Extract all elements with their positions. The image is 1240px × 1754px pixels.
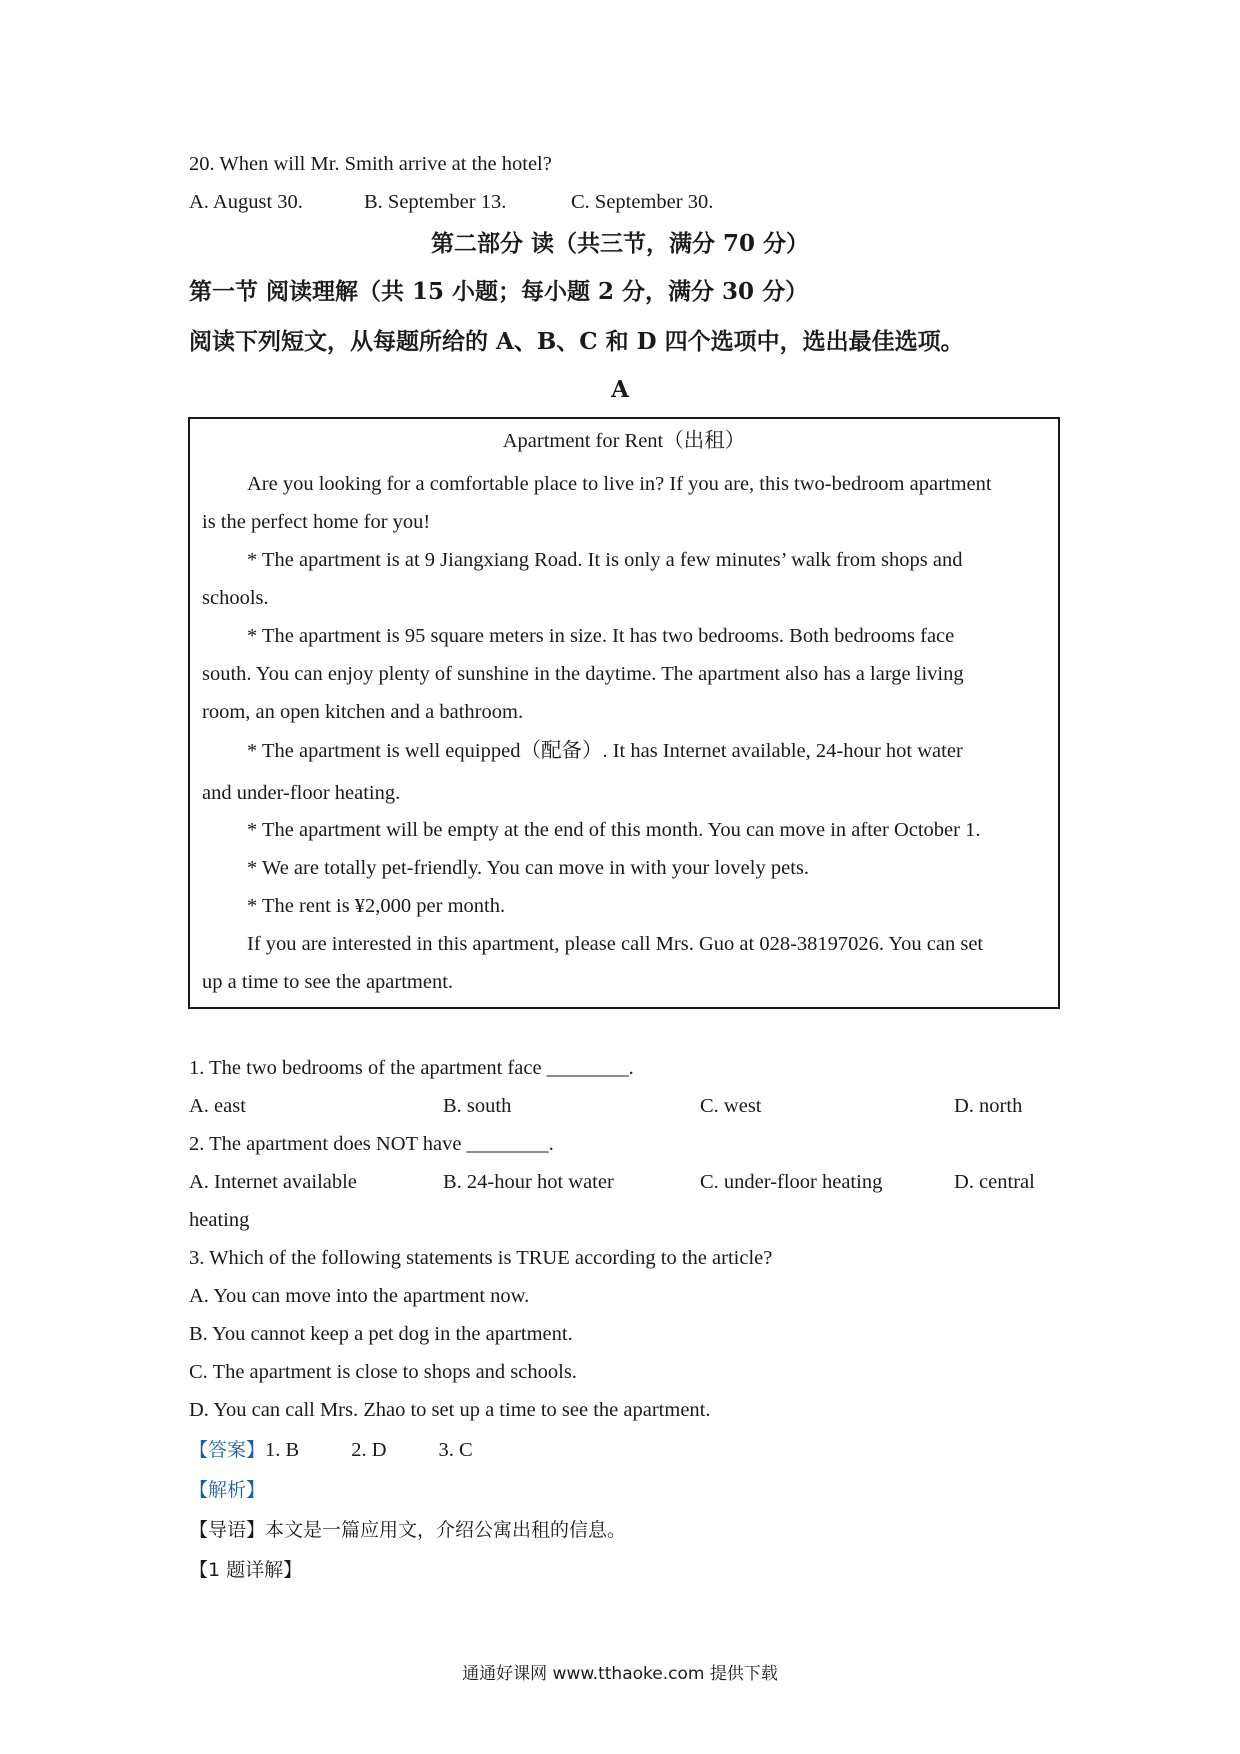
ad-title: Apartment for Rent（出租） <box>502 430 746 452</box>
q20-option-c: C. September 30. <box>571 191 714 213</box>
ad-line: * The rent is ¥2,000 per month. <box>247 895 506 917</box>
ad-line: * The apartment will be empty at the end of this month. You can move in after October 1. <box>247 819 981 841</box>
question-2: 2. The apartment does NOT have ________. <box>189 1133 554 1155</box>
q3-option-b: B. You cannot keep a pet dog in the apartment. <box>189 1323 573 1345</box>
q1-option-d: D. north <box>954 1095 1023 1117</box>
ad-line: * We are totally pet-friendly. You can move in with your lovely pets. <box>247 857 809 879</box>
q3-option-a: A. You can move into the apartment now. <box>189 1285 530 1307</box>
ad-line: * The apartment is well equipped（配备）. It has Internet available, 24-hour hot water <box>247 740 963 762</box>
q2-option-b: B. 24-hour hot water <box>443 1171 614 1193</box>
q3-option-d: D. You can call Mrs. Zhao to set up a time to see the apartment. <box>189 1399 711 1421</box>
q2-option-d-wrap: heating <box>189 1209 250 1231</box>
q2-option-a: A. Internet available <box>189 1171 357 1193</box>
ad-line: Are you looking for a comfortable place to live in? If you are, this two-bedroom apartment <box>247 473 992 495</box>
question-20: 20. When will Mr. Smith arrive at the hotel? <box>189 153 552 175</box>
instruction: 阅读下列短文，从每题所给的 A、B、C 和 D 四个选项中，选出最佳选项。 <box>189 328 964 355</box>
answer-label: 【答案】 <box>189 1439 266 1461</box>
analysis-label: 【解析】 <box>189 1479 266 1501</box>
answer-1: 1. B <box>265 1439 300 1461</box>
q20-option-b: B. September 13. <box>364 191 507 213</box>
q2-option-d: D. central <box>954 1171 1035 1193</box>
ad-line: up a time to see the apartment. <box>202 971 454 993</box>
q20-option-a: A. August 30. <box>189 191 303 213</box>
ad-line: schools. <box>202 587 269 609</box>
ad-line: and under-floor heating. <box>202 782 401 804</box>
guide-text: 【导语】本文是一篇应用文，介绍公寓出租的信息。 <box>189 1519 627 1541</box>
ad-line: room, an open kitchen and a bathroom. <box>202 701 524 723</box>
ad-line: If you are interested in this apartment, please call Mrs. Guo at 028-38197026. You can set <box>247 933 984 955</box>
q3-option-c: C. The apartment is close to shops and schools. <box>189 1361 577 1383</box>
passage-label: A <box>611 376 629 403</box>
answer-row <box>189 1440 473 1461</box>
ad-line: * The apartment is at 9 Jiangxiang Road. It is only a few minutes’ walk from shops and <box>247 549 963 571</box>
q1-option-c: C. west <box>700 1095 762 1117</box>
ad-line: south. You can enjoy plenty of sunshine in the daytime. The apartment also has a large living <box>202 663 964 685</box>
answer-2: 2. D <box>351 1439 387 1461</box>
q1-option-b: B. south <box>443 1095 512 1117</box>
q1-option-a: A. east <box>189 1095 246 1117</box>
ad-line: * The apartment is 95 square meters in size. It has two bedrooms. Both bedrooms face <box>247 625 955 647</box>
detail-1-label: 【1 题详解】 <box>189 1559 303 1581</box>
answer-3: 3. C <box>438 1439 473 1461</box>
section1-title: 第一节 阅读理解（共 15 小题；每小题 2 分，满分 30 分） <box>189 278 809 305</box>
question-1: 1. The two bedrooms of the apartment face ________. <box>189 1057 634 1079</box>
ad-line: is the perfect home for you! <box>202 511 431 533</box>
part2-title: 第二部分 读（共三节，满分 70 分） <box>430 230 810 257</box>
question-3: 3. Which of the following statements is TRUE according to the article? <box>189 1247 773 1269</box>
q2-option-c: C. under-floor heating <box>700 1171 883 1193</box>
footer-credit: 通通好课网 www.tthaoke.com 提供下载 <box>462 1664 778 1684</box>
